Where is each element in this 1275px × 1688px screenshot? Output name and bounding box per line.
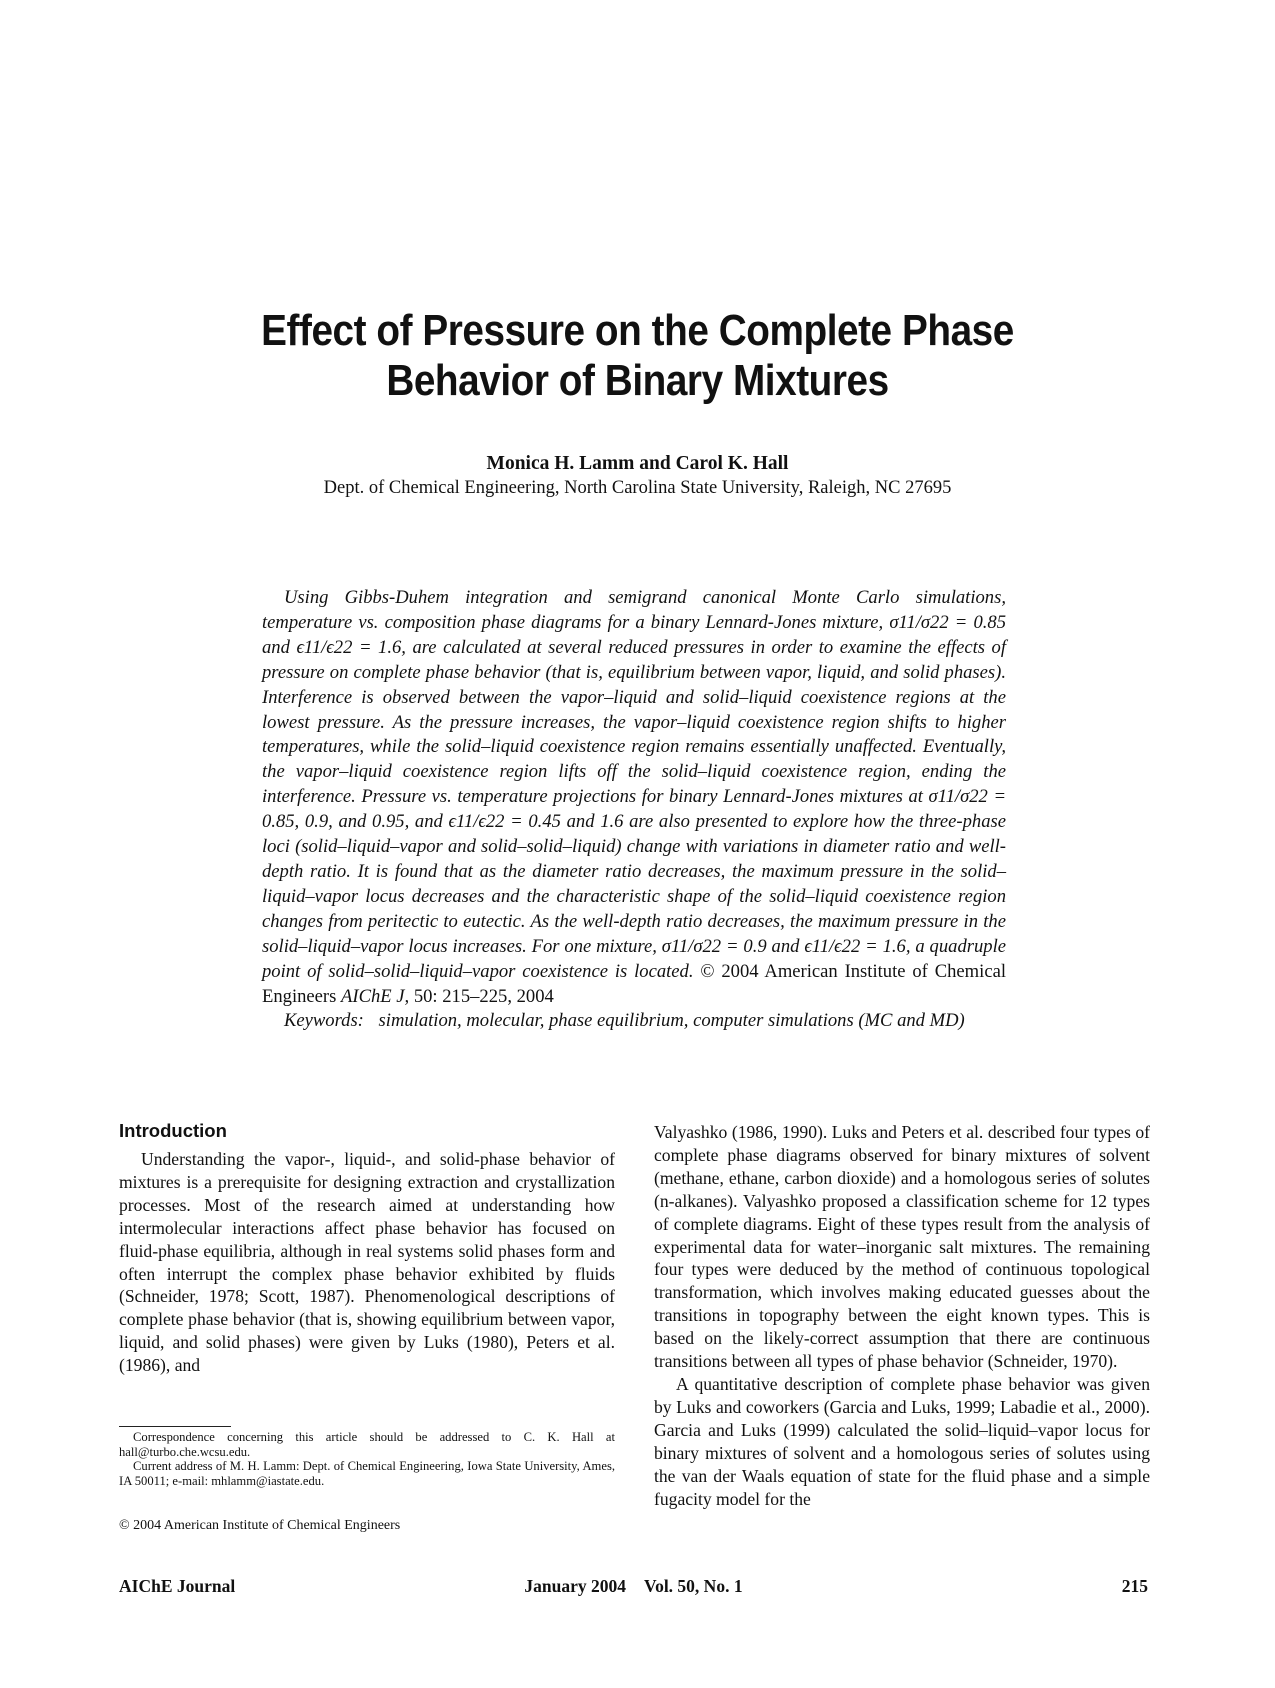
footer-volume: Vol. 50, No. 1	[644, 1576, 743, 1596]
footnote-correspondence: Correspondence concerning this article should be addressed to C. K. Hall at hall@turbo.che.wcsu.edu.	[119, 1430, 615, 1459]
section-heading-introduction: Introduction	[119, 1120, 227, 1141]
footnote-current-address: Current address of M. H. Lamm: Dept. of Chemical Engineering, Iowa State University, Ames, IA 50011; e-mail: mhlamm@iastate.edu.	[119, 1459, 615, 1488]
author-list: Monica H. Lamm and Carol K. Hall	[486, 453, 789, 474]
footnotes	[119, 1430, 615, 1488]
abstract-citation: 50: 215–225, 2004	[413, 985, 554, 1007]
keywords-line	[262, 1009, 1006, 1034]
title-line-2: Behavior of Binary Mixtures	[386, 356, 889, 405]
footer-date: January 2004	[524, 1576, 627, 1596]
title-line-1: Effect of Pressure on the Complete Phase	[261, 306, 1014, 355]
abstract-body: Using Gibbs-Duhem integration and semigrand canonical Monte Carlo simulations, temperature vs. composition phase diagrams for a binary Lennard-Jones mixture, σ11/σ22 = 0.85 and ϵ11/ϵ22 = 1.6, are calculated at several reduced pressures in order to examine the effects of pressure on complete phase behavior (that is, equilibrium between vapor, liquid, and solid phases). Interference is observed between the vapor–liquid and solid–liquid coexistence regions at the lowest pressure. As the pressure increases, the vapor–liquid coexistence region shifts to higher temperatures, while the solid–liquid coexistence region remains essentially unaffected. Eventually, the vapor–liquid coexistence region lifts off the solid–liquid coexistence region, ending the interference. Pressure vs. temperature projections for binary Lennard-Jones mixtures at σ11/σ22 = 0.85, 0.9, and 0.95, and ϵ11/ϵ22 = 0.45 and 1.6 are also presented to explore how the three-phase loci (solid–liquid–vapor and solid–solid–liquid) change with variations in diameter ratio and well-depth ratio. It is found that as the diameter ratio decreases, the maximum pressure in the solid–liquid–vapor locus decreases and the characteristic shape of the solid–liquid coexistence region changes from peritectic to eutectic. As the well-depth ratio decreases, the maximum pressure in the solid–liquid–vapor locus increases. For one mixture, σ11/σ22 = 0.9 and ϵ11/ϵ22 = 1.6, a quadruple point of solid–solid–liquid–vapor coexistence is located.	[262, 587, 1006, 982]
footer-journal-name: AIChE Journal	[119, 1576, 236, 1596]
right-column	[654, 1121, 1150, 1510]
keywords-label: Keywords:	[284, 1010, 364, 1032]
abstract-journal-abbrev: AIChE J,	[341, 985, 410, 1007]
intro-paragraph-2: Valyashko (1986, 1990). Luks and Peters et al. described four types of complete phase diagrams observed for binary mixtures of solvent (methane, ethane, carbon dioxide) and a homologous series of solutes (n-alkanes). Valyashko proposed a classification scheme for 12 types of complete diagrams. Eight of these types result from the analysis of experimental data for water–inorganic salt mixtures. The remaining four types were deduced by the method of continuous topological transformation, which involves making educated guesses about the transitions in topography between the eight known types. This is based on the likely-correct assumption that there are continuous transitions between all types of phase behavior (Schneider, 1970).	[654, 1122, 1150, 1372]
abstract-text	[262, 586, 1006, 1009]
author-affiliation: Dept. of Chemical Engineering, North Carolina State University, Raleigh, NC 27695	[323, 478, 952, 498]
page-footer	[119, 1576, 1148, 1600]
footer-page-number: 215	[1121, 1576, 1148, 1596]
intro-paragraph-3: A quantitative description of complete phase behavior was given by Luks and coworkers (Garcia and Luks, 1999; Labadie et al., 2000). Garcia and Luks (1999) calculated the solid–liquid–vapor locus for binary mixtures of solvent and a homologous series of solutes using the van der Waals equation of state for the fluid phase and a simple fugacity model for the	[654, 1373, 1150, 1509]
copyright-notice: © 2004 American Institute of Chemical Engineers	[119, 1518, 401, 1533]
abstract-copyright: © 2004 American Institute of Chemical Engineers	[262, 960, 1006, 1007]
abstract	[262, 586, 1006, 1034]
footer-issue	[119, 1576, 1148, 1597]
article-title	[209, 306, 1067, 406]
keywords-text: simulation, molecular, phase equilibrium, computer simulations (MC and MD)	[378, 1010, 965, 1032]
footnote-divider	[119, 1426, 231, 1427]
left-column	[119, 1120, 615, 1377]
intro-paragraph-1: Understanding the vapor-, liquid-, and solid-phase behavior of mixtures is a prerequisite for designing extraction and crystallization processes. Most of the research aimed at understanding how intermolecular interactions affect phase behavior has focused on fluid-phase equilibria, although in real systems solid phases form and often interrupt the complex phase behavior exhibited by fluids (Schneider, 1978; Scott, 1987). Phenomenological descriptions of complete phase behavior (that is, showing equilibrium between vapor, liquid, and solid phases) were given by Luks (1980), Peters et al. (1986), and	[119, 1149, 615, 1376]
